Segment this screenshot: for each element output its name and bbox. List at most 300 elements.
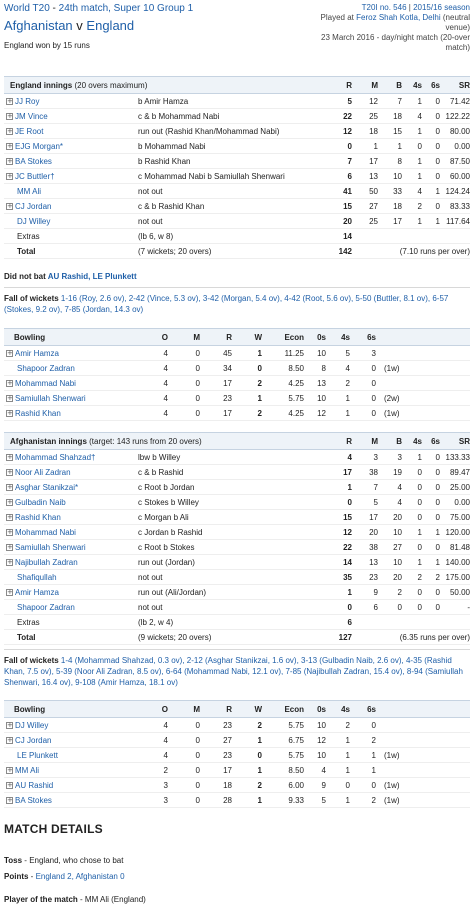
player-name-text[interactable]: CJ Jordan (15, 736, 52, 745)
total-detail: (9 wickets; 20 overs) (138, 633, 212, 642)
player-name-text[interactable]: Shapoor Zadran (17, 603, 75, 612)
bowler-row (4, 346, 470, 361)
stat-fours: 1 (345, 409, 350, 418)
bowling-header (4, 700, 470, 718)
player-name-text[interactable]: AU Rashid (15, 781, 54, 790)
stat-sixes: 2 (371, 796, 376, 805)
stat-m: 38 (369, 468, 378, 477)
stat-sixes: 0 (435, 498, 440, 507)
player-name-text[interactable]: Mohammad Nabi (15, 528, 76, 537)
player-name[interactable] (6, 600, 136, 614)
player-name-text[interactable]: Samiullah Shenwari (15, 394, 86, 403)
stat-b: 17 (393, 217, 402, 226)
column-header: 6s (367, 333, 376, 342)
batsman-row (4, 465, 470, 480)
expand-icon[interactable]: + (7, 796, 13, 805)
afghanistan-bowling-table (4, 328, 470, 421)
column-header: 6s (431, 437, 440, 446)
stat-sr: 75.00 (449, 513, 470, 522)
column-header: R (226, 333, 232, 342)
expand-icon[interactable]: + (7, 498, 13, 507)
stat-r: 34 (223, 364, 232, 373)
stat-r: 12 (343, 127, 352, 136)
player-name-text[interactable]: Rashid Khan (15, 409, 61, 418)
stat-econ: 6.00 (288, 781, 304, 790)
series-line: World T20 - 24th match, Super 10 Group 1 (4, 3, 194, 14)
stat-sixes: 0 (371, 379, 376, 388)
expand-icon[interactable]: + (7, 558, 13, 567)
dismissal: run out (Rashid Khan/Mohammad Nabi) (138, 127, 280, 136)
stat-econ: 8.50 (288, 364, 304, 373)
ground-link[interactable]: Feroz Shah Kotla, Delhi (356, 13, 441, 22)
column-header: M (371, 81, 378, 90)
stat-sr: 80.00 (449, 127, 470, 136)
stat-b: 27 (393, 543, 402, 552)
expand-icon[interactable]: + (7, 468, 13, 477)
stat-sixes: 0 (371, 409, 376, 418)
stat-b: 10 (393, 528, 402, 537)
player-name[interactable] (6, 510, 136, 524)
bowler-extras (384, 376, 424, 390)
player-name-text[interactable]: DJ Willey (15, 721, 49, 730)
stat-fours: 0 (417, 498, 422, 507)
expand-icon[interactable]: + (7, 142, 13, 151)
stat-m: 0 (195, 796, 200, 805)
batsman-row (4, 184, 470, 199)
player-name-text[interactable]: Gulbadin Naib (15, 498, 66, 507)
stat-m: 3 (373, 453, 378, 462)
stat-zeros: 9 (321, 781, 326, 790)
player-name-text[interactable]: Amir Hamza (15, 349, 60, 358)
column-header: SR (458, 81, 470, 90)
stat-o: 3 (163, 781, 168, 790)
stat-r: 17 (343, 468, 352, 477)
bowling-header (4, 328, 470, 346)
match-no-link[interactable]: T20I no. 546 (361, 3, 407, 12)
stat-w: 1 (257, 766, 262, 775)
expand-icon[interactable]: + (7, 379, 13, 388)
stat-sr: 120.00 (445, 528, 470, 537)
batsman-row (4, 154, 470, 169)
stat-econ: 11.25 (284, 349, 304, 358)
played-at-label: Played at (320, 13, 354, 22)
dismissal: c & b Rashid (138, 468, 184, 477)
stat-r: 1 (347, 588, 352, 597)
stat-fours: 1 (345, 766, 350, 775)
dismissal: run out (Jordan) (138, 558, 195, 567)
stat-o: 4 (163, 736, 168, 745)
expand-icon[interactable]: + (7, 721, 13, 730)
stat-fours: 1 (345, 796, 350, 805)
stat-r: 17 (223, 766, 232, 775)
player-name[interactable] (6, 406, 136, 420)
stat-b: 20 (393, 573, 402, 582)
player-name[interactable] (6, 763, 136, 777)
stat-r: 6 (347, 172, 352, 181)
column-header: W (254, 705, 262, 714)
stat-m: 0 (195, 751, 200, 760)
stat-sr: 50.00 (449, 588, 470, 597)
stat-sr: 122.22 (445, 112, 470, 121)
stat-sr: 133.33 (445, 453, 470, 462)
dnb-players[interactable]: AU Rashid, LE Plunkett (47, 272, 137, 281)
stat-sixes: 0 (435, 603, 440, 612)
stat-sixes: 1 (435, 558, 440, 567)
player-name[interactable] (6, 346, 136, 360)
stat-sixes: 0 (435, 453, 440, 462)
total-row (4, 630, 470, 645)
player-name-text[interactable]: BA Stokes (15, 796, 52, 805)
stat-o: 4 (163, 751, 168, 760)
stat-econ: 8.50 (288, 766, 304, 775)
match-result: England won by 15 runs (4, 41, 90, 50)
player-name[interactable] (6, 450, 136, 464)
date-line: 23 March 2016 - day/night match (20-over match) (321, 33, 470, 52)
player-name[interactable] (6, 199, 136, 213)
stat-sixes: 0 (371, 721, 376, 730)
stat-r: 23 (223, 394, 232, 403)
column-header: 4s (341, 333, 350, 342)
divider (4, 649, 470, 650)
stat-m: 0 (195, 781, 200, 790)
batsman-row (4, 585, 470, 600)
stat-b: 15 (393, 127, 402, 136)
stat-m: 18 (369, 127, 378, 136)
expand-icon[interactable]: + (7, 112, 13, 121)
total-value: 127 (338, 633, 352, 642)
stat-econ: 5.75 (288, 751, 304, 760)
stat-m: 0 (195, 721, 200, 730)
stat-m: 20 (369, 528, 378, 537)
innings-header (4, 76, 470, 94)
stat-m: 0 (195, 766, 200, 775)
column-header: 4s (341, 705, 350, 714)
stat-b: 1 (397, 142, 402, 151)
player-name-text[interactable]: Asghar Stanikzai* (15, 483, 79, 492)
expand-icon[interactable]: + (7, 97, 13, 106)
expand-icon[interactable]: + (7, 172, 13, 181)
stat-sixes: 0 (435, 112, 440, 121)
stat-fours: 5 (345, 349, 350, 358)
england-fall-of-wickets: Fall of wickets 1-16 (Roy, 2.6 ov), 2-42 (Vince, 5.3 ov), 3-42 (Morgan, 5.4 ov), 4-42 (Root, 5.6 ov), 5-50 (Buttler, 8.1 ov), 6-57 (Stokes, 9.2 ov), 7-85 (Jordan, 14.3 ov) (4, 294, 449, 314)
stat-r: 23 (223, 751, 232, 760)
player-name[interactable] (6, 184, 136, 198)
expand-icon[interactable]: + (7, 781, 13, 790)
column-header: 4s (413, 437, 422, 446)
stat-m: 12 (369, 97, 378, 106)
player-name[interactable] (6, 525, 136, 539)
team1-link[interactable]: Afghanistan (4, 18, 73, 33)
stat-fours: 2 (345, 379, 350, 388)
stat-r: 17 (223, 379, 232, 388)
player-name-text[interactable]: JE Root (15, 127, 44, 136)
stat-sixes: 1 (435, 528, 440, 537)
stat-b: 2 (397, 588, 402, 597)
player-name[interactable] (6, 94, 136, 108)
stat-b: 4 (397, 483, 402, 492)
player-name[interactable] (6, 570, 136, 584)
stat-m: 25 (369, 112, 378, 121)
column-header: O (161, 705, 168, 714)
stat-w: 1 (257, 796, 262, 805)
dismissal: not out (138, 217, 163, 226)
stat-r: 5 (347, 97, 352, 106)
total-value: 142 (338, 247, 352, 256)
stat-zeros: 8 (321, 364, 326, 373)
stat-fours: 4 (345, 364, 350, 373)
stat-sr: 87.50 (449, 157, 470, 166)
stat-fours: 0 (417, 513, 422, 522)
run-rate: (7.10 runs per over) (399, 247, 470, 256)
stat-m: 50 (369, 187, 378, 196)
player-name-text[interactable]: Samiullah Shenwari (15, 543, 86, 552)
series-link[interactable]: World T20 (4, 3, 50, 14)
stat-b: 10 (393, 558, 402, 567)
stat-econ: 4.25 (288, 379, 304, 388)
stat-sr: 0.00 (454, 142, 470, 151)
stat-sr: 60.00 (449, 172, 470, 181)
stat-b: 20 (393, 513, 402, 522)
stat-r: 15 (343, 513, 352, 522)
expand-icon[interactable]: + (7, 766, 13, 775)
player-name[interactable] (6, 465, 136, 479)
stat-r: 17 (223, 409, 232, 418)
batsman-row (4, 450, 470, 465)
stat-m: 38 (369, 543, 378, 552)
column-header: R (226, 705, 232, 714)
dismissal: b Mohammad Nabi (138, 142, 206, 151)
player-name[interactable] (6, 585, 136, 599)
stat-m: 1 (373, 142, 378, 151)
expand-icon[interactable]: + (7, 453, 13, 462)
match-meta: T20I no. 546 | 2015/16 season Played at Feroz Shah Kotla, Delhi (neutral venue) 23 March 2016 - day/night match (20-over match) (320, 3, 470, 52)
player-name[interactable] (6, 361, 136, 375)
player-name-text[interactable]: JJ Roy (15, 97, 40, 106)
stat-sixes: 0 (435, 468, 440, 477)
player-name[interactable] (6, 540, 136, 554)
stat-sixes: 2 (371, 736, 376, 745)
expand-icon[interactable]: + (7, 127, 13, 136)
bowling-title: Bowling (14, 333, 46, 342)
stat-sr: 175.00 (445, 573, 470, 582)
column-header: Econ (284, 333, 304, 342)
stat-m: 13 (369, 172, 378, 181)
stat-zeros: 10 (317, 394, 326, 403)
player-name-text[interactable]: MM Ali (15, 766, 39, 775)
stat-m: 7 (373, 483, 378, 492)
column-header: M (193, 705, 200, 714)
stat-r: 4 (347, 453, 352, 462)
batsman-row (4, 199, 470, 214)
expand-icon[interactable]: + (7, 349, 13, 358)
stat-fours: 0 (417, 142, 422, 151)
player-name[interactable] (6, 748, 136, 762)
bowler-extras: (1w) (384, 781, 400, 790)
player-name-text[interactable]: BA Stokes (15, 157, 52, 166)
player-name-text[interactable]: CJ Jordan (15, 202, 52, 211)
stat-fours: 1 (417, 217, 422, 226)
bowler-row (4, 361, 470, 376)
player-name-text[interactable]: JM Vince (15, 112, 48, 121)
team2-link[interactable]: England (86, 18, 135, 33)
player-name[interactable] (6, 480, 136, 494)
player-name[interactable] (6, 495, 136, 509)
stat-sixes: 0 (371, 364, 376, 373)
batsman-row (4, 510, 470, 525)
expand-icon[interactable]: + (7, 157, 13, 166)
dismissal: c Mohammad Nabi b Samiullah Shenwari (138, 172, 285, 181)
expand-icon[interactable]: + (7, 409, 13, 418)
player-name-text[interactable]: Mohammad Shahzad† (15, 453, 96, 462)
player-name-text[interactable]: EJG Morgan* (15, 142, 64, 151)
column-header: R (346, 437, 352, 446)
stat-r: 1 (347, 483, 352, 492)
stat-b: 8 (397, 157, 402, 166)
stat-sixes: 0 (435, 483, 440, 492)
stat-b: 7 (397, 97, 402, 106)
player-name-text[interactable]: Rashid Khan (15, 513, 61, 522)
extras-value: 14 (343, 232, 352, 241)
stat-sr: 89.47 (449, 468, 470, 477)
batsman-row (4, 109, 470, 124)
points-line: Points - England 2, Afghanistan 0 (4, 872, 125, 881)
bowler-row (4, 376, 470, 391)
dismissal: c Stokes b Willey (138, 498, 199, 507)
player-name-text[interactable]: DJ Willey (17, 217, 51, 226)
player-name[interactable] (6, 718, 136, 732)
batsman-row (4, 169, 470, 184)
extras-value: 6 (347, 618, 352, 627)
player-name-text[interactable]: Noor Ali Zadran (15, 468, 71, 477)
stat-w: 0 (257, 751, 262, 760)
batsman-row (4, 94, 470, 109)
player-name[interactable] (6, 214, 136, 228)
stat-r: 28 (223, 796, 232, 805)
player-name[interactable] (6, 169, 136, 183)
innings-title-text: England innings (10, 81, 73, 90)
stat-econ: 4.25 (288, 409, 304, 418)
stat-o: 4 (163, 349, 168, 358)
stat-fours: 1 (345, 751, 350, 760)
player-name-text[interactable]: MM Ali (17, 187, 41, 196)
column-header: W (254, 333, 262, 342)
stat-r: 20 (343, 217, 352, 226)
expand-icon[interactable]: + (7, 736, 13, 745)
dismissal: run out (Ali/Jordan) (138, 588, 207, 597)
player-name-text[interactable]: Shapoor Zadran (17, 364, 75, 373)
batsman-row (4, 555, 470, 570)
stat-o: 2 (163, 766, 168, 775)
stat-m: 9 (373, 588, 378, 597)
player-name-text[interactable]: Najibullah Zadran (15, 558, 78, 567)
column-header: M (371, 437, 378, 446)
stat-fours: 1 (417, 558, 422, 567)
stat-m: 5 (373, 498, 378, 507)
player-name[interactable] (6, 555, 136, 569)
player-name-text[interactable]: Amir Hamza (15, 588, 60, 597)
player-name[interactable] (6, 778, 136, 792)
dismissal: not out (138, 573, 163, 582)
player-name-text[interactable]: JC Buttler† (15, 172, 55, 181)
stat-sr: 0.00 (454, 498, 470, 507)
expand-icon[interactable]: + (7, 483, 13, 492)
stat-m: 6 (373, 603, 378, 612)
innings-title (10, 433, 310, 449)
stat-fours: 1 (417, 127, 422, 136)
extras-label: Extras (17, 232, 40, 241)
player-name[interactable] (6, 109, 136, 123)
points-link[interactable]: England 2, Afghanistan 0 (35, 872, 125, 881)
stat-fours: 1 (345, 394, 350, 403)
player-name[interactable] (6, 139, 136, 153)
stat-r: 0 (347, 603, 352, 612)
expand-icon[interactable]: + (7, 202, 13, 211)
stat-r: 14 (343, 558, 352, 567)
batsman-row (4, 600, 470, 615)
player-name-text[interactable]: LE Plunkett (17, 751, 58, 760)
stat-sr: - (467, 603, 470, 612)
expand-icon[interactable]: + (7, 543, 13, 552)
stat-w: 2 (257, 721, 262, 730)
stat-fours: 4 (417, 112, 422, 121)
dismissal: c & b Rashid Khan (138, 202, 205, 211)
stat-fours: 2 (345, 721, 350, 730)
expand-icon[interactable]: + (7, 588, 13, 597)
season-link[interactable]: 2015/16 season (413, 3, 470, 12)
stat-r: 15 (343, 202, 352, 211)
player-name[interactable] (6, 124, 136, 138)
expand-icon[interactable]: + (7, 528, 13, 537)
player-name[interactable] (6, 376, 136, 390)
stat-fours: 0 (417, 603, 422, 612)
stat-zeros: 13 (317, 379, 326, 388)
expand-icon[interactable]: + (7, 394, 13, 403)
dismissal: c Morgan b Ali (138, 513, 189, 522)
column-header: 0s (317, 705, 326, 714)
stat-zeros: 12 (317, 409, 326, 418)
stat-econ: 5.75 (288, 394, 304, 403)
stat-m: 0 (195, 364, 200, 373)
stat-sixes: 0 (435, 127, 440, 136)
batsman-row (4, 139, 470, 154)
expand-icon[interactable]: + (7, 513, 13, 522)
player-name[interactable] (6, 391, 136, 405)
stat-sr: 25.00 (449, 483, 470, 492)
player-name[interactable] (6, 154, 136, 168)
stat-fours: 1 (417, 157, 422, 166)
bowler-row (4, 733, 470, 748)
player-name[interactable] (6, 793, 136, 807)
stat-m: 23 (369, 573, 378, 582)
stat-sr: 83.33 (449, 202, 470, 211)
column-header: 0s (317, 333, 326, 342)
dismissal: lbw b Willey (138, 453, 181, 462)
bowler-extras: (1w) (384, 364, 400, 373)
player-name-text[interactable]: Mohammad Nabi (15, 379, 76, 388)
stat-fours: 0 (417, 588, 422, 597)
stat-sixes: 0 (435, 97, 440, 106)
column-header: M (193, 333, 200, 342)
match-desc-link[interactable]: 24th match, Super 10 Group 1 (58, 3, 194, 14)
stat-sr: 81.48 (449, 543, 470, 552)
stat-o: 3 (163, 796, 168, 805)
player-name[interactable] (6, 733, 136, 747)
stat-sixes: 0 (371, 781, 376, 790)
england-batting-table (4, 76, 470, 259)
column-header: 6s (431, 81, 440, 90)
player-name-text[interactable]: Shafiqullah (17, 573, 57, 582)
stat-fours: 1 (417, 97, 422, 106)
